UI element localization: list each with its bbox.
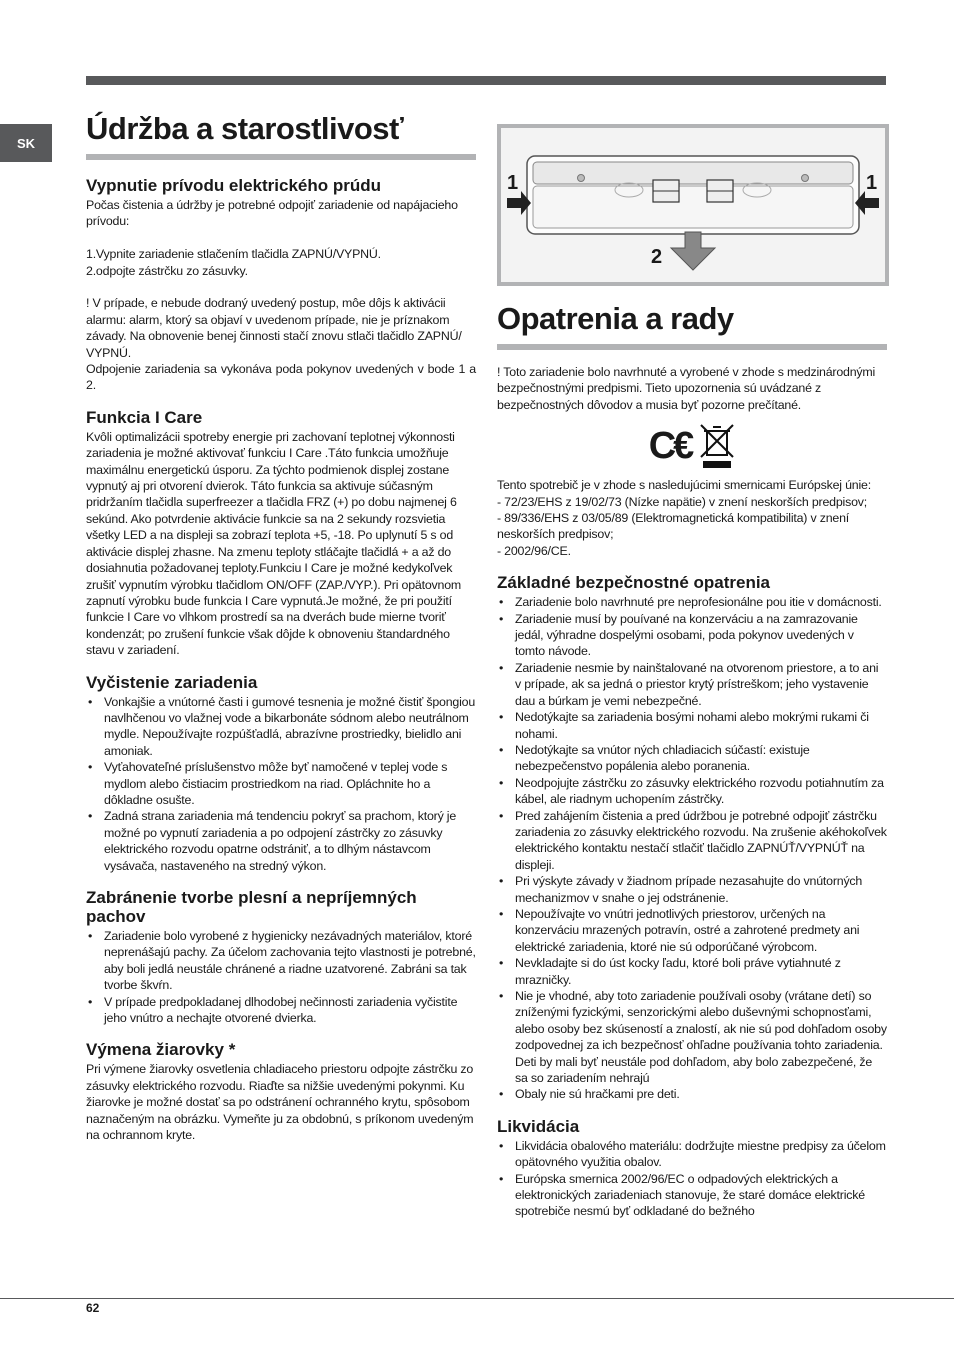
ce-mark: C€: [648, 425, 692, 468]
page-title: Údržba a starostlivosť: [86, 110, 476, 160]
directives-intro: Tento spotrebič je v zhode s nasledujúcimi smernicami Európskej únie:: [497, 478, 871, 493]
cleaning-list: [86, 694, 476, 874]
disposal-heading: Likvidácia: [497, 1116, 580, 1136]
language-tab: SK: [0, 124, 52, 162]
list-item: • Nedotýkajte sa vnútor ných chladiacich súčastí: existuje nebezpečenstvo popálenia alebo poranenia.: [497, 742, 887, 775]
left-column: [86, 110, 476, 1143]
bulb-heading: Výmena žiarovky *: [86, 1040, 236, 1060]
cleaning-heading: Vyčistenie zariadenia: [86, 672, 258, 692]
list-item: • Vonkajšie a vnútorné časti i gumové tesnenia je možné čistiť špongiou navlhčenou vo vlažnej vode a bikarbonáte sódnom alebo neutrálnom mydle. Nepoužívajte rozpúšťadlá, abrazívne prostriedky, bielidlo ani amoniak.: [86, 694, 476, 760]
list-item: • Zariadenie bolo vyrobené z hygienicky nezávadných materiálov, ktoré neprenášajú pachy. Za účelom zachovania tejto vlastnosti je potrebné, aby boli jedlá neustále chránené a riadne uzatvorené. Zabráni sa tak tvorbe škvŕn.: [86, 928, 476, 994]
power-step-1: 1.Vypnite zariadenie stlačením tlačidla ZAPNÚ/VYPNÚ.: [86, 247, 381, 262]
directive-1: - 72/23/EHS z 19/02/73 (Nízke napätie) v znení neskorších predpisov;: [497, 494, 868, 509]
list-item: • Obaly nie sú hračkami pre deti.: [497, 1086, 887, 1102]
safety-heading: Základné bezpečnostné opatrenia: [497, 573, 771, 593]
list-item: • Zariadenie musí by pouívané na konzerváciu a na zamrazovanie jedál, výhradne dospelými osobami, poda pokynov uvedených v tomto návode.: [497, 611, 887, 660]
power-warning: ! V prípade, e nebude dodraný uvedený postup, môe dôjs k aktivácii alarmu: alarm, ktorý sa objaví v uvedenom prípade, nie je príznakom závady. Na obnovenie benej činnosti stačí znovu stlači tlačidlo ZAPNÚ/ VYPNÚ.: [86, 296, 462, 360]
power-text-1: Počas čistenia a údržby je potrebné odpojiť zariadenie od napájacieho prívodu:: [86, 198, 458, 229]
list-item: • Zadná strana zariadenia má tendenciu pokryť sa prachom, ktorý je možné po vypnutí zariadenia a po odpojení zástrčky zo zásuvky elektrického rozvodu opatrne odstrániť, a to dlhým nástavcom vysávača, nastaveného na stredný výkon.: [86, 808, 476, 874]
directive-3: - 2002/96/CE.: [497, 543, 571, 558]
list-item: • Nedotýkajte sa zariadenia bosými nohami alebo mokrými rukami či nohami.: [497, 709, 887, 742]
figure-label-bottom: 2: [651, 246, 663, 268]
power-note: Odpojenie zariadenia sa vykonáva poda pokynov uvedených v bode 1 a 2.: [86, 362, 476, 393]
precautions-intro: ! Toto zariadenie bolo navrhnuté a vyrobené v zhode s medzinárodnými bezpečnostnými predpismi. Tieto upozornenia sú uvádzané z bezpečnostných dôvodov a musia byť pozorne prečítané.: [497, 365, 876, 412]
lamp-cover-figure: [497, 124, 889, 286]
directive-2: - 89/336/EHS z 03/05/89 (Elektromagnetická kompatibilita) v znení neskorších predpisov;: [497, 511, 850, 542]
mould-list: [86, 928, 476, 1026]
list-item: • Neodpojujte zástrčku zo zásuvky elektrického rozvodu potiahnutím za kábel, ale riadnym uchopením zástrčky.: [497, 775, 887, 808]
list-item: • Európska smernica 2002/96/EC o odpadových elektrických a elektronických zariadeniach stanovuje, že staré domáce elektrické spotrebiče nesmú byť odkladané do bežného: [497, 1171, 887, 1220]
list-item: • Nepoužívajte vo vnútri jednotlivých priestorov, určených na konzerváciu mrazených potravín, ostré a zahrotené predmety ani elektrické zariadenia, ktoré nie sú odporúčané výrobcom.: [497, 906, 887, 955]
icare-text: Kvôli optimalizácii spotreby energie pri zachovaní teplotnej výkonnosti zariadenia je možné aktivovať funkciu I Care .Táto funkcia umožňuje maximálnu energetickú úsporu. Za týchto podmienok displej zostane vypnutý aj pri otvorení dvierok. Táto funkcia sa aktivuje súčasným pridržaním tlačidla superfreezer a tlačidla FRZ (+) po dobu najmenej 6 sekúnd. Ako potvrdenie aktivácie funkcie sa na 2 sekundy rozsvietia všetky LED a na displeji sa zobrazí teplota +5, -18. Po uplynutí 5 s od aktivácie displej zhasne. Na zmenu teploty stláčajte tlačidlá + a až do dosiahnutia požadovanej teploty.Funkciu I Care je možné kedykoľvek zrušiť vypnutím výrobku tlačidlom ON/OFF (ZAP./VYP.). Pri opätovnom zapnutí výrobku bude funkcia I Care vypnutá.Je možné, že pri použití funkcie I Care vo vlhkom prostredí sa na dverách bude mierne tvoriť kondenzát; po zrušení funkcie však dôjde k obnoveniu štandardného stavu v zariadení.: [86, 429, 462, 658]
list-item: • Vyťahovateľné príslušenstvo môže byť namočené v teplej vode s mydlom alebo čistiacim prostriedkom na riad. Opláchnite ho a dôkladne osušte.: [86, 759, 476, 808]
bulb-text: Pri výmene žiarovky osvetlenia chladiaceho priestoru odpojte zástrčku zo zásuvky elektrického rozvodu. Riaďte sa nižšie uvedenými pokynmi. Ku žiarovke je možné dostať sa po odstránení ochranného krytu, spôsobom naznačeným na obrázku. Vymeňte ju za obdobnú, s príkonom uvedeným na ochrannom kryte.: [86, 1062, 474, 1143]
list-item: • Likvidácia obalového materiálu: dodržujte miestne predpisy za účelom opätovného využitia obalov.: [497, 1138, 887, 1171]
ce-weee-marks: [497, 423, 887, 469]
list-item: • V prípade predpokladanej dlhodobej nečinnosti zariadenia vyčistite jeho vnútro a nechajte otvorené dvierka.: [86, 994, 476, 1027]
list-item: • Nevkladajte si do úst kocky ľadu, ktoré boli práve vytiahnuté z mrazničky.: [497, 955, 887, 988]
precautions-title: Opatrenia a rady: [497, 300, 887, 350]
list-item: • Nie je vhodné, aby toto zariadenie používali osoby (vrátane detí) so zníženými fyzickými, senzorickými alebo duševnými schopnosťami, alebo osoby bez skúseností a znalostí, ak nie sú pod dohľadom osoby zodpovednej za ich bezpečnosť ohľadne používania tohto zariadenia. Deti by mali byť neustále pod dohľadom, aby bolo zabezpečené, že sa so zariadením nehrajú: [497, 988, 887, 1086]
mould-heading: Zabránenie tvorbe plesní a nepríjemných pachov: [86, 888, 417, 926]
list-item: • Zariadenie nesmie by nainštalované na otvorenom priestore, a to ani v prípade, ak sa jedná o priestor krytý prístreškom; jeho vystavenie dau a búrkam je vemi nebezpečné.: [497, 660, 887, 709]
top-rule: [86, 76, 886, 85]
disposal-list: [497, 1138, 887, 1220]
page-number: 62: [86, 1301, 100, 1315]
list-item: • Pred zahájením čistenia a pred údržbou je potrebné odpojiť zástrčku zariadenia zo zásuvky elektrického rozvodu. Na zrušenie akéhokoľvek elektrického kontaktu nestačí stlačiť tlačidlo ZAPNÚŤ/VYPNÚŤ na displeji.: [497, 808, 887, 874]
power-heading: Vypnutie prívodu elektrického prúdu: [86, 176, 382, 195]
list-item: • Pri výskyte závady v žiadnom prípade nezasahujte do vnútorných mechanizmov v snahe o jej odstránenie.: [497, 873, 887, 906]
right-column: [497, 110, 887, 1220]
safety-list: [497, 594, 887, 1103]
power-step-2: 2.odpojte zástrčku zo zásuvky.: [86, 263, 248, 278]
list-item: • Zariadenie bolo navrhnuté pre neprofesionálne pou itie v domácnosti.: [497, 594, 887, 610]
figure-label-right: 1: [866, 172, 878, 194]
icare-heading: Funkcia I Care: [86, 407, 203, 427]
footer-rule: [0, 1298, 954, 1299]
weee-bin-icon: [699, 423, 735, 469]
lamp-cover-illustration: [501, 128, 885, 282]
figure-label-left: 1: [507, 172, 519, 194]
